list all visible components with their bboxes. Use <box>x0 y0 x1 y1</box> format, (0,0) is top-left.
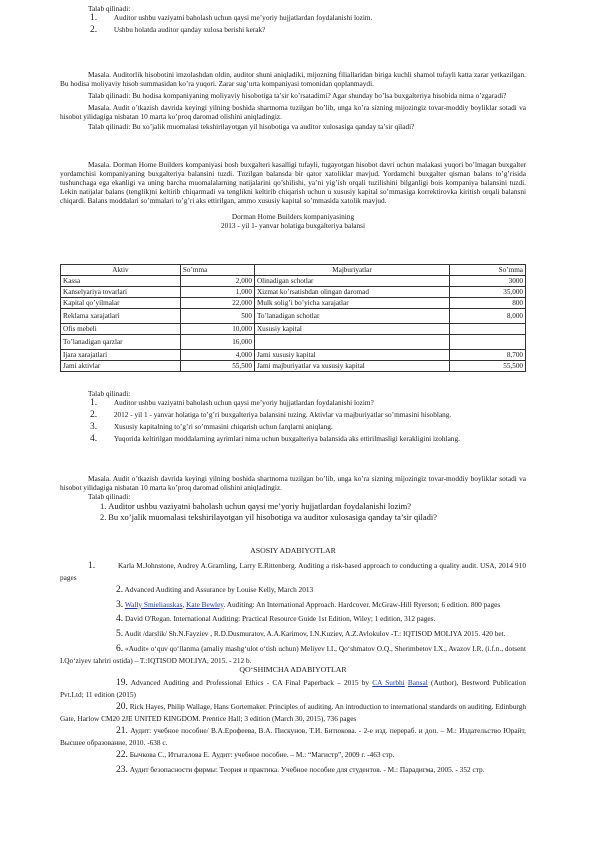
table-cell <box>450 335 526 350</box>
literature-item <box>60 600 526 612</box>
table-cell: 2,000 <box>180 276 254 287</box>
literature-item <box>60 629 526 641</box>
author-link[interactable]: CA Surbhi <box>372 677 405 687</box>
list-number: 1. <box>88 560 96 571</box>
table-cell: 4,000 <box>180 350 254 361</box>
list-text: Rick Hayes, Philip Wallage, Hans Gortemaker. Principles of auditing. An introduction to international standards on auditing. Edinburgh Gate, Harlow CM20 2JE UNITED KINGDOM. Prentice Hall; 3 edition (March 30, 2015), 736 pages <box>60 701 526 723</box>
case2-paragraph: Masala. Auditorlik hisobotini imzolashdan oldin, auditor shuni aniqladiki, mijozning filiallaridan biriga kuchli shamol tufayli katta zarar yetkazilgan. Bu hodisa moliyaviy hisob summasidan ko’ra yuqori. Zarar sug’urta kompaniyasi tomonidan qoplanmaydi. <box>60 70 526 89</box>
table-row <box>61 309 526 324</box>
list-text: Аудит безопасности фирмы: Теория и практика. Учебное пособие для студентов. - М.: Парадигма, 2005. - 352 стр. <box>129 764 485 774</box>
list-number: 21. <box>116 725 128 736</box>
table-cell: Jami majburiyatlar va xususiy kapital <box>254 361 449 372</box>
task3-item <box>60 410 526 422</box>
table-cell <box>450 324 526 335</box>
case2-paragraph: Talab qilinadi: Bu xo’jalik muomalasi tekshirilayotgan yil hisobotiga va auditor xulosasiga qanday ta’sir qiladi? <box>88 121 415 131</box>
list-number: 3. <box>90 421 98 432</box>
task3-heading: Talab qilinadi: <box>88 389 131 398</box>
list-number: 4. <box>116 614 124 625</box>
list-text: «Audit» o‘quv qo‘llanma (amaliy mashg‘ulot o‘tish uchun) Meliyev I.I., Qo‘shmatov O.Q., Sherimbetov I.X., Avazov I.R. (i.f.n., dotsent I.Qo‘ziyev tahriri ostida) – T.:IQTISOD MOLIYA, 2015. - 212 b. <box>60 644 526 666</box>
literature-item <box>60 765 526 777</box>
list-number: 1. <box>90 398 98 409</box>
table-row <box>61 361 526 372</box>
literature-item <box>60 678 526 699</box>
table-title: Dorman Home Builders kompaniyasining <box>231 211 355 221</box>
table-cell: Jami aktivlar <box>61 361 181 372</box>
table-cell: Kassa <box>61 276 181 287</box>
list-number: 5. <box>116 629 124 640</box>
case2-paragraph: Masala. Audit o’tkazish davrida keyingi yilning boshida shartnoma tuzilgan bo’lib, unga ko’ra sizning mijozingiz tovar-moddiy boyliklar sotadi va hisobot yilidagiga nisbatan 10 marta ko’proq daromad olishini aniqladingiz. <box>60 103 526 122</box>
list-text: Auditor ushbu vaziyatni baholash uchun qaysi me’yoriy hujjatlardan foydalanishi lozim? <box>108 501 412 512</box>
table-cell: Xususiy kapital <box>254 324 449 335</box>
table-cell: To’lanadigan qarzlar <box>61 335 181 350</box>
list-text: Аудит: учебное пособие/ В.А.Ерофеева, В.А. Пискунов, Т.И. Битюкова. - 2-е изд. перераб. и доп. – М.: Издательство Юрайт, Высшее образование, 2010. -638 с. <box>60 725 527 747</box>
case4-paragraph: Masala. Audit o’tkazish davrida keyingi yilning boshida shartnoma tuzilgan bo’lib, unga ko’ra sizning mijozingiz tovar-moddiy boyliklar sotadi va hisobot yilidagiga nisbatan 10 marta ko’proq daromad olishini aniqladingiz. <box>60 474 526 493</box>
list-text: Auditor ushbu vaziyatni baholash uchun qaysi me’yoriy hujjatlardan foydalanishi lozim? <box>113 398 374 408</box>
list-number: 2. <box>116 584 124 595</box>
case4-heading: Talab qilinadi: <box>88 492 131 502</box>
list-text: Audit /darslik/ Sh.N.Fayziev , R.D.Dusmuratov, A.A.Karimov, I.N.Kuziev, A.Z.Avlokulov -T.: IQTISOD MOLIYA 2015. 420 bet. <box>124 629 506 639</box>
table-cell: Kapital qo’yilmalar <box>61 298 181 309</box>
table-row <box>61 276 526 287</box>
author-link[interactable]: Bansal <box>407 677 428 687</box>
list-text: 2012 - yil 1 - yanvar holatiga to’g’ri buxgalteriya balansini tuzing. Aktivlar va majburiyatlar so’mmasini hisoblang. <box>113 409 452 419</box>
list-text: Karla M.Johnstone, Audrey A.Gramling, Larry E.Rittenberg. Auditing a risk-based approach to conducting a quality audit. USA, 2014 910 pages <box>60 560 526 582</box>
table-cell: 800 <box>450 298 526 309</box>
list-text: Yuqorida keltirilgan moddalarning ayrimlari nima uchun buxgalteriya balansida aks ettirilmasligi kerakligini izohlang. <box>113 433 460 443</box>
case3-paragraph: Masala. Dorman Home Builders kompaniyasi bosh buxgalteri kasalligi tufayli, tugayotgan hisobot davri uchun malakasi yuqori bo’lmagan buxgalter yordamchisi kompaniyaning buxgalteriya balansini tuzdi. Tuzilgan balansda bir qator xatoliklar mavjud. Yordamchi buxgalter qisman balans to’g’risida tushunchaga ega ekanligi va uning barcha muomalalarning natijalarini qo’shilishi, ya’ni yig’ish orqali tuzilishini bilganligi bois kompaniya balansini tuzdi. Lekin natijalar balans (tenglik)ni keltirib chiqarmadi va tenglikni keltirib chiqarish uchun u xususiy kapital so’mmasiga korrektirovka kiritish orqali balansni chiqardi. Balans moddalari so’mmalari to’g’ri aks ettirilgan, ammo xususiy kapital so’mmasida xatolik mavjud. <box>60 160 526 206</box>
list-text: Advanced Auditing and Assurance by Louise Kelly, March 2013 <box>124 584 314 594</box>
list-number: 22. <box>116 749 128 760</box>
column-header: So’mma <box>450 265 526 276</box>
task3-item <box>60 422 526 434</box>
list-number: 3. <box>116 599 124 610</box>
literature-item <box>60 585 526 597</box>
table-cell: 55,500 <box>450 361 526 372</box>
literature-item <box>60 614 526 626</box>
table-row <box>61 298 526 309</box>
case3-block <box>60 160 526 230</box>
list-text: Xususiy kapitalning to’g’ri so’mmasini chiqarish uchun farqlarni aniqlang. <box>113 421 333 431</box>
table-cell: 500 <box>180 309 254 324</box>
list-text: . Auditing: An International Approach. Hardcover. McGraw-Hill Ryerson; 6 edition. 800 pages <box>223 599 501 609</box>
task1-item <box>60 13 526 25</box>
main-literature-title: ASOSIY ADABIYOTLAR <box>250 546 336 555</box>
list-text: Ushbu holatda auditor qanday xulosa berishi kerak? <box>113 24 266 34</box>
author-link[interactable]: Wally Smieliauskas <box>124 599 183 609</box>
table-row <box>61 324 526 335</box>
table-cell: 8,700 <box>450 350 526 361</box>
column-header: So’mma <box>180 265 254 276</box>
literature-item <box>60 702 526 723</box>
column-header: Majburiyatlar <box>254 265 449 276</box>
table-cell: 8,000 <box>450 309 526 324</box>
literature-item <box>60 750 526 762</box>
table-header-row <box>61 265 526 276</box>
list-text: Bu xo’jalik muomalasi tekshirilayotgan yil hisobotiga va auditor xulosasiga qanday ta’sir qiladi? <box>108 511 438 522</box>
table-cell: 16,000 <box>180 335 254 350</box>
literature-item <box>60 644 526 665</box>
task1-heading: Talab qilinadi: <box>88 4 131 13</box>
task3-block <box>60 389 526 446</box>
list-text: David O'Regan. International Auditing: Practical Resource Guide 1st Edition, Wiley; 1 edition, 312 pages. <box>124 614 436 624</box>
table-cell: 3000 <box>450 276 526 287</box>
literature-block <box>60 546 526 777</box>
column-header: Aktiv <box>61 265 181 276</box>
list-text: Advanced Auditing and Professional Ethics - CA Final Paperback – 2015 by <box>130 677 373 687</box>
table-subtitle: 2013 - yil 1- yanvar holatiga buxgalteriya balansi <box>220 220 366 230</box>
case4-item <box>60 501 526 512</box>
list-number: 2. <box>100 511 107 522</box>
table-row <box>61 335 526 350</box>
task3-item <box>60 434 526 446</box>
table-cell: Xizmat ko’rsatishdan olingan daromad <box>254 287 449 298</box>
table-cell: Olinadigan schotlar <box>254 276 449 287</box>
table-cell: 1,000 <box>180 287 254 298</box>
author-link[interactable]: Kate Bewley <box>186 599 224 609</box>
table-cell: To’lanadigan schotlar <box>254 309 449 324</box>
case2-block <box>60 70 526 131</box>
task1-item <box>60 25 526 37</box>
list-number: 1. <box>100 501 107 512</box>
list-number: 19. <box>116 677 128 688</box>
table-cell: 10,000 <box>180 324 254 335</box>
table-row <box>61 350 526 361</box>
list-text: Бычкова С., Итыгалова Е. Аудит: учебное пособие. – М.: “Магистр”, 2009 г. -463 стр. <box>129 749 395 759</box>
table-cell: Mulk solig’i bo’yicha xarajatlar <box>254 298 449 309</box>
table-cell: 22,000 <box>180 298 254 309</box>
case4-item <box>60 512 526 523</box>
list-number: 20. <box>116 701 128 712</box>
literature-item <box>60 561 526 582</box>
list-text: (Author), Bestword Publication Pvt.Ltd; 11 edition (2015) <box>60 677 526 699</box>
table-cell: 55,500 <box>180 361 254 372</box>
list-number: 4. <box>90 433 98 444</box>
table-cell: 35,000 <box>450 287 526 298</box>
list-number: 2. <box>90 409 98 420</box>
task1-block <box>60 4 526 37</box>
table-cell <box>254 335 449 350</box>
table-cell: Jami xususiy kapital <box>254 350 449 361</box>
list-number: 2. <box>90 24 98 35</box>
case2-paragraph: Talab qilinadi: Bu hodisa kompaniyaning moliyaviy hisobotiga ta’sir ko’rsatadimi? Agar shunday bo’lsa buxgalteriya hisobida nima o’zgaradi? <box>88 91 507 101</box>
table-cell: Ijara xarajatlari <box>61 350 181 361</box>
task3-item <box>60 398 526 410</box>
table-cell: Reklama xarajatlari <box>61 309 181 324</box>
list-number: 6. <box>116 644 124 655</box>
list-number: 23. <box>116 764 128 775</box>
table-cell: Kanselyariya tovarlari <box>61 287 181 298</box>
extra-literature-title: QO‘SHIMCHA ADABIYOTLAR <box>239 665 347 675</box>
balance-table <box>60 264 526 372</box>
table-row <box>61 287 526 298</box>
case4-block <box>60 474 526 523</box>
literature-item <box>60 726 526 747</box>
list-text: Auditor ushbu vaziyatni baholash uchun qaysi me’yoriy hujjatlardan foydalanishi lozim. <box>113 13 373 23</box>
list-number: 1. <box>90 13 98 24</box>
separator: , <box>182 599 187 609</box>
table-cell: Ofis mebeli <box>61 324 181 335</box>
